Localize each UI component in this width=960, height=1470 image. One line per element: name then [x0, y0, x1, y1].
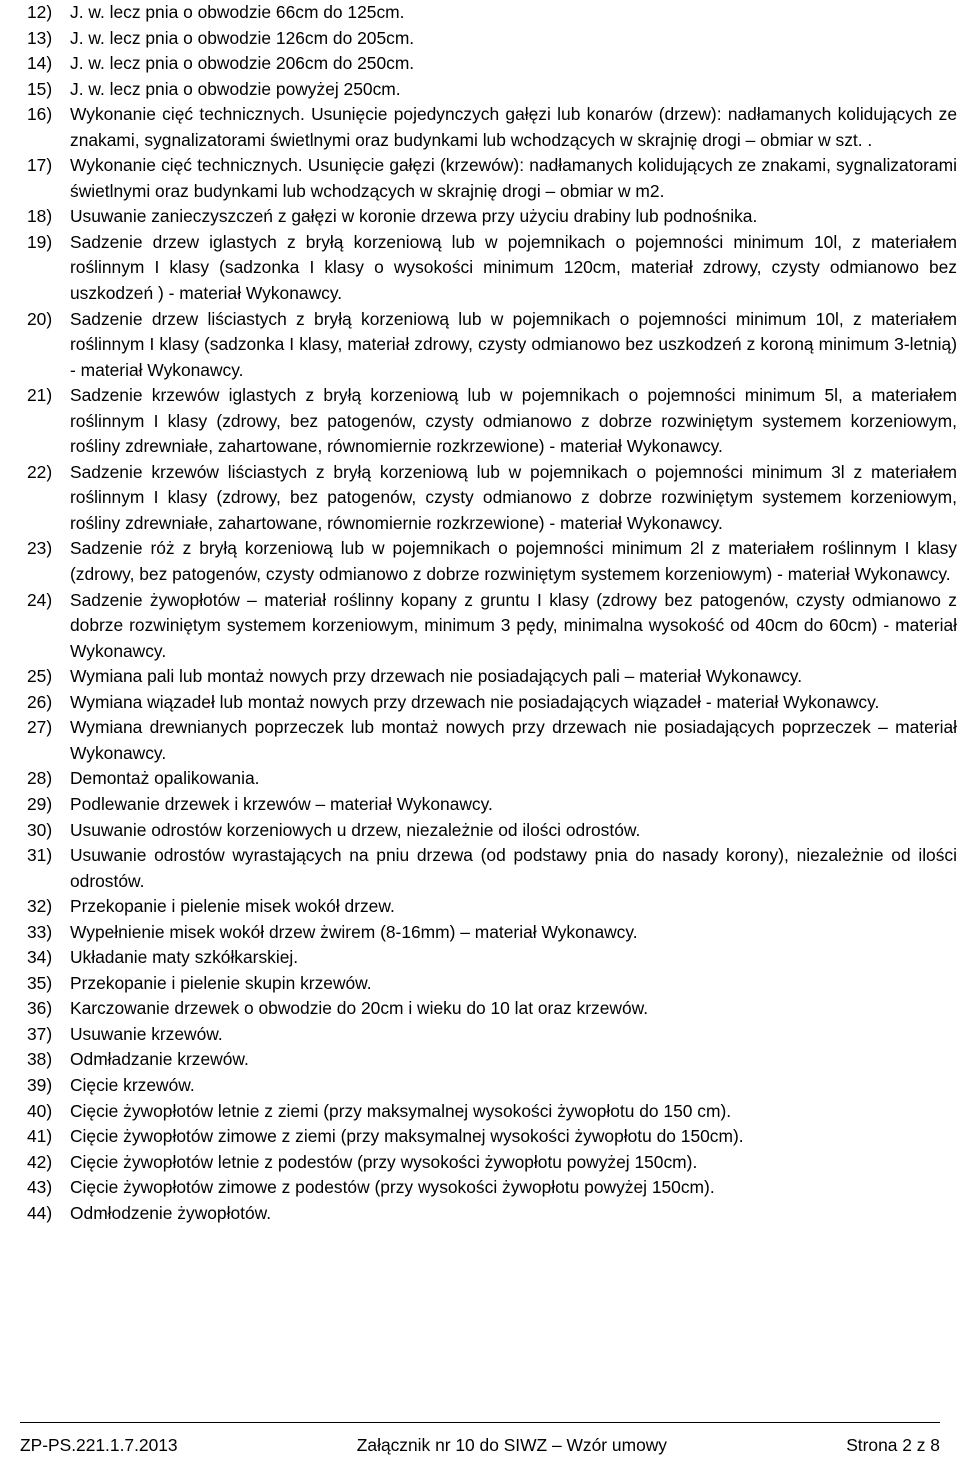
list-item — [27, 51, 957, 77]
list-item-text: Sadzenie żywopłotów – materiał roślinny kopany z gruntu I klasy (zdrowy bez patogenów, czysty odmianowo z dobrze rozwiniętym systemem korzeniowym, minimum 3 pędy, minimalna wysokość od 40cm do 60cm) - materiał Wykonawcy. — [70, 589, 957, 661]
list-item-text: Cięcie żywopłotów zimowe z ziemi (przy maksymalnej wysokości żywopłotu do 150cm). — [70, 1126, 744, 1147]
list-item-text: Wymiana wiązadeł lub montaż nowych przy drzewach nie posiadających wiązadeł - materiał Wykonawcy. — [70, 691, 880, 712]
list-item — [27, 1073, 957, 1099]
list-item — [27, 894, 957, 920]
list-item-text: Cięcie żywopłotów letnie z ziemi (przy maksymalnej wysokości żywopłotu do 150 cm). — [70, 1100, 732, 1121]
list-item-text: J. w. lecz pnia o obwodzie 206cm do 250cm. — [70, 53, 415, 74]
list-item — [27, 307, 957, 384]
list-item-text: Wykonanie cięć technicznych. Usunięcie pojedynczych gałęzi lub konarów (drzew): nadłamanych kolidujących ze znakami, sygnalizatorami świetlnymi oraz budynkami lub wchodzących w skrajnię drogi – obmiar w szt. . — [70, 104, 957, 150]
list-item-text: Przekopanie i pielenie misek wokół drzew. — [70, 896, 395, 917]
list-item — [27, 1022, 957, 1048]
list-item-text: Przekopanie i pielenie skupin krzewów. — [70, 972, 372, 993]
list-item-text: Cięcie krzewów. — [70, 1074, 195, 1095]
list-item-text: Usuwanie odrostów korzeniowych u drzew, niezależnie od ilości odrostów. — [70, 819, 641, 840]
list-item — [27, 204, 957, 230]
list-item — [27, 26, 957, 52]
list-item — [27, 843, 957, 894]
list-item-text: J. w. lecz pnia o obwodzie 126cm do 205cm. — [70, 27, 415, 48]
list-item-number: 42) — [27, 1151, 53, 1172]
list-item-number: 44) — [27, 1202, 53, 1223]
list-item — [27, 715, 957, 766]
list-item-number: 24) — [27, 589, 53, 610]
list-item — [27, 0, 957, 26]
list-item-number: 43) — [27, 1177, 53, 1198]
list-item-number: 28) — [27, 768, 53, 789]
list-item — [27, 77, 957, 103]
list-item-number: 19) — [27, 231, 53, 252]
list-item — [27, 230, 957, 307]
attachment-title: Załącznik nr 10 do SIWZ – Wzór umowy — [356, 1435, 668, 1455]
list-item-number: 18) — [27, 206, 53, 227]
list-item-text: Podlewanie drzewek i krzewów – materiał Wykonawcy. — [70, 793, 493, 814]
list-item-text: Usuwanie odrostów wyrastających na pniu drzewa (od podstawy pnia do nasady korony), niezależnie od ilości odrostów. — [70, 845, 957, 891]
list-item — [27, 818, 957, 844]
list-item-number: 41) — [27, 1126, 53, 1147]
list-item-number: 15) — [27, 78, 53, 99]
list-item-text: Cięcie żywopłotów letnie z podestów (przy wysokości żywopłotu powyżej 150cm). — [70, 1151, 698, 1172]
list-item-number: 32) — [27, 896, 53, 917]
list-item-text: Demontaż opalikowania. — [70, 768, 260, 789]
list-item-number: 14) — [27, 53, 53, 74]
list-item — [27, 1099, 957, 1125]
list-item-number: 12) — [27, 2, 53, 22]
list-item — [27, 920, 957, 946]
document-reference: ZP-PS.221.1.7.2013 — [20, 1435, 178, 1455]
list-item-text: J. w. lecz pnia o obwodzie powyżej 250cm. — [70, 78, 401, 99]
list-item-text: Odmładzanie krzewów. — [70, 1049, 249, 1070]
list-item-number: 38) — [27, 1049, 53, 1070]
list-item — [27, 460, 957, 537]
list-item-text: Wypełnienie misek wokół drzew żwirem (8-16mm) – materiał Wykonawcy. — [70, 921, 638, 942]
list-item-text: Cięcie żywopłotów zimowe z podestów (przy wysokości żywopłotu powyżej 150cm). — [70, 1177, 715, 1198]
list-item-text: Sadzenie róż z bryłą korzeniową lub w pojemnikach o pojemności minimum 2l z materiałem roślinnym I klasy (zdrowy, bez patogenów, czysty odmianowo z dobrze rozwiniętym systemem korzeniowym) - materiał Wykonawcy. — [70, 538, 957, 585]
list-item-text: Wymiana pali lub montaż nowych przy drzewach nie posiadających pali – materiał Wykonawcy. — [70, 666, 803, 687]
list-item-number: 26) — [27, 691, 53, 712]
list-item-text: Układanie maty szkółkarskiej. — [70, 947, 299, 968]
list-item — [27, 588, 957, 665]
page-footer — [20, 1422, 940, 1462]
list-item-number: 21) — [27, 385, 53, 406]
list-item-number: 29) — [27, 793, 53, 814]
list-item — [27, 1175, 957, 1201]
list-item — [27, 1047, 957, 1073]
list-item-text: Usuwanie zanieczyszczeń z gałęzi w koronie drzewa przy użyciu drabiny lub podnośnika. — [70, 206, 758, 227]
list-item-number: 17) — [27, 155, 53, 176]
list-item — [27, 945, 957, 971]
list-item-text: Usuwanie krzewów. — [70, 1023, 223, 1044]
list-item — [27, 690, 957, 716]
list-item-number: 34) — [27, 947, 53, 968]
page-number: Strona 2 z 8 — [846, 1435, 940, 1455]
list-item-number: 16) — [27, 104, 53, 125]
list-item-text: Sadzenie krzewów liściastych z bryłą korzeniową lub w pojemnikach o pojemności minimum 3l z materiałem roślinnym I klasy (zdrowy, bez patogenów, czysty odmianowo z dobrze rozwiniętym systemem korzeniowym, rośliny zdrewniałe, zahartowane, równomiernie rozkrzewione) - materiał Wykonawcy. — [70, 461, 957, 533]
numbered-list — [27, 0, 957, 1226]
list-item-number: 30) — [27, 819, 53, 840]
list-item — [27, 664, 957, 690]
list-item-number: 25) — [27, 666, 53, 687]
list-item — [27, 792, 957, 818]
list-item-text: J. w. lecz pnia o obwodzie 66cm do 125cm. — [70, 2, 405, 22]
list-item-number: 37) — [27, 1023, 53, 1044]
list-item — [27, 1124, 957, 1150]
list-item-text: Wykonanie cięć technicznych. Usunięcie gałęzi (krzewów): nadłamanych kolidujących ze znakami, sygnalizatorami świetlnymi oraz budynkami lub wchodzących w skrajnię drogi – obmiar w m2. — [70, 155, 957, 201]
list-item-number: 39) — [27, 1074, 53, 1095]
list-item — [27, 1150, 957, 1176]
list-item — [27, 971, 957, 997]
list-item-number: 36) — [27, 998, 53, 1019]
list-item — [27, 536, 957, 587]
list-item-number: 27) — [27, 717, 53, 738]
list-item-number: 40) — [27, 1100, 53, 1121]
list-item — [27, 1201, 957, 1227]
list-item — [27, 102, 957, 153]
list-item — [27, 383, 957, 460]
list-item-number: 23) — [27, 538, 53, 559]
list-item-number: 22) — [27, 461, 53, 482]
list-item-text: Wymiana drewnianych poprzeczek lub montaż nowych przy drzewach nie posiadających poprzeczek – materiał Wykonawcy. — [70, 717, 957, 763]
list-item-number: 33) — [27, 921, 53, 942]
list-item — [27, 153, 957, 204]
list-item-number: 35) — [27, 972, 53, 993]
list-item-text: Sadzenie drzew liściastych z bryłą korzeniową lub w pojemnikach o pojemności minimum 10l, z materiałem roślinnym I klasy (sadzonka I klasy, materiał zdrowy, czysty odmianowo bez uszkodzeń z koroną minimum 3-letnią) - materiał Wykonawcy. — [70, 308, 957, 380]
list-item-number: 31) — [27, 845, 53, 866]
list-item — [27, 766, 957, 792]
list-item-number: 13) — [27, 27, 53, 48]
list-item-text: Karczowanie drzewek o obwodzie do 20cm i wieku do 10 lat oraz krzewów. — [70, 998, 649, 1019]
list-item-text: Sadzenie krzewów iglastych z bryłą korzeniową lub w pojemnikach o pojemności minimum 5l, a materiałem roślinnym I klasy (zdrowy, bez patogenów, czysty odmianowo z dobrze rozwiniętym systemem korzeniowym, rośliny zdrewniałe, zahartowane, równomiernie rozkrzewione) - materiał Wykonawcy. — [70, 385, 957, 457]
list-item-text: Odmłodzenie żywopłotów. — [70, 1202, 272, 1223]
list-item — [27, 996, 957, 1022]
list-item-text: Sadzenie drzew iglastych z bryłą korzeniową lub w pojemnikach o pojemności minimum 10l, z materiałem roślinnym I klasy (sadzonka I klasy o wysokości minimum 120cm, materiał zdrowy, czysty odmianowo bez uszkodzeń ) - materiał Wykonawcy. — [70, 231, 957, 304]
list-item-number: 20) — [27, 308, 53, 329]
